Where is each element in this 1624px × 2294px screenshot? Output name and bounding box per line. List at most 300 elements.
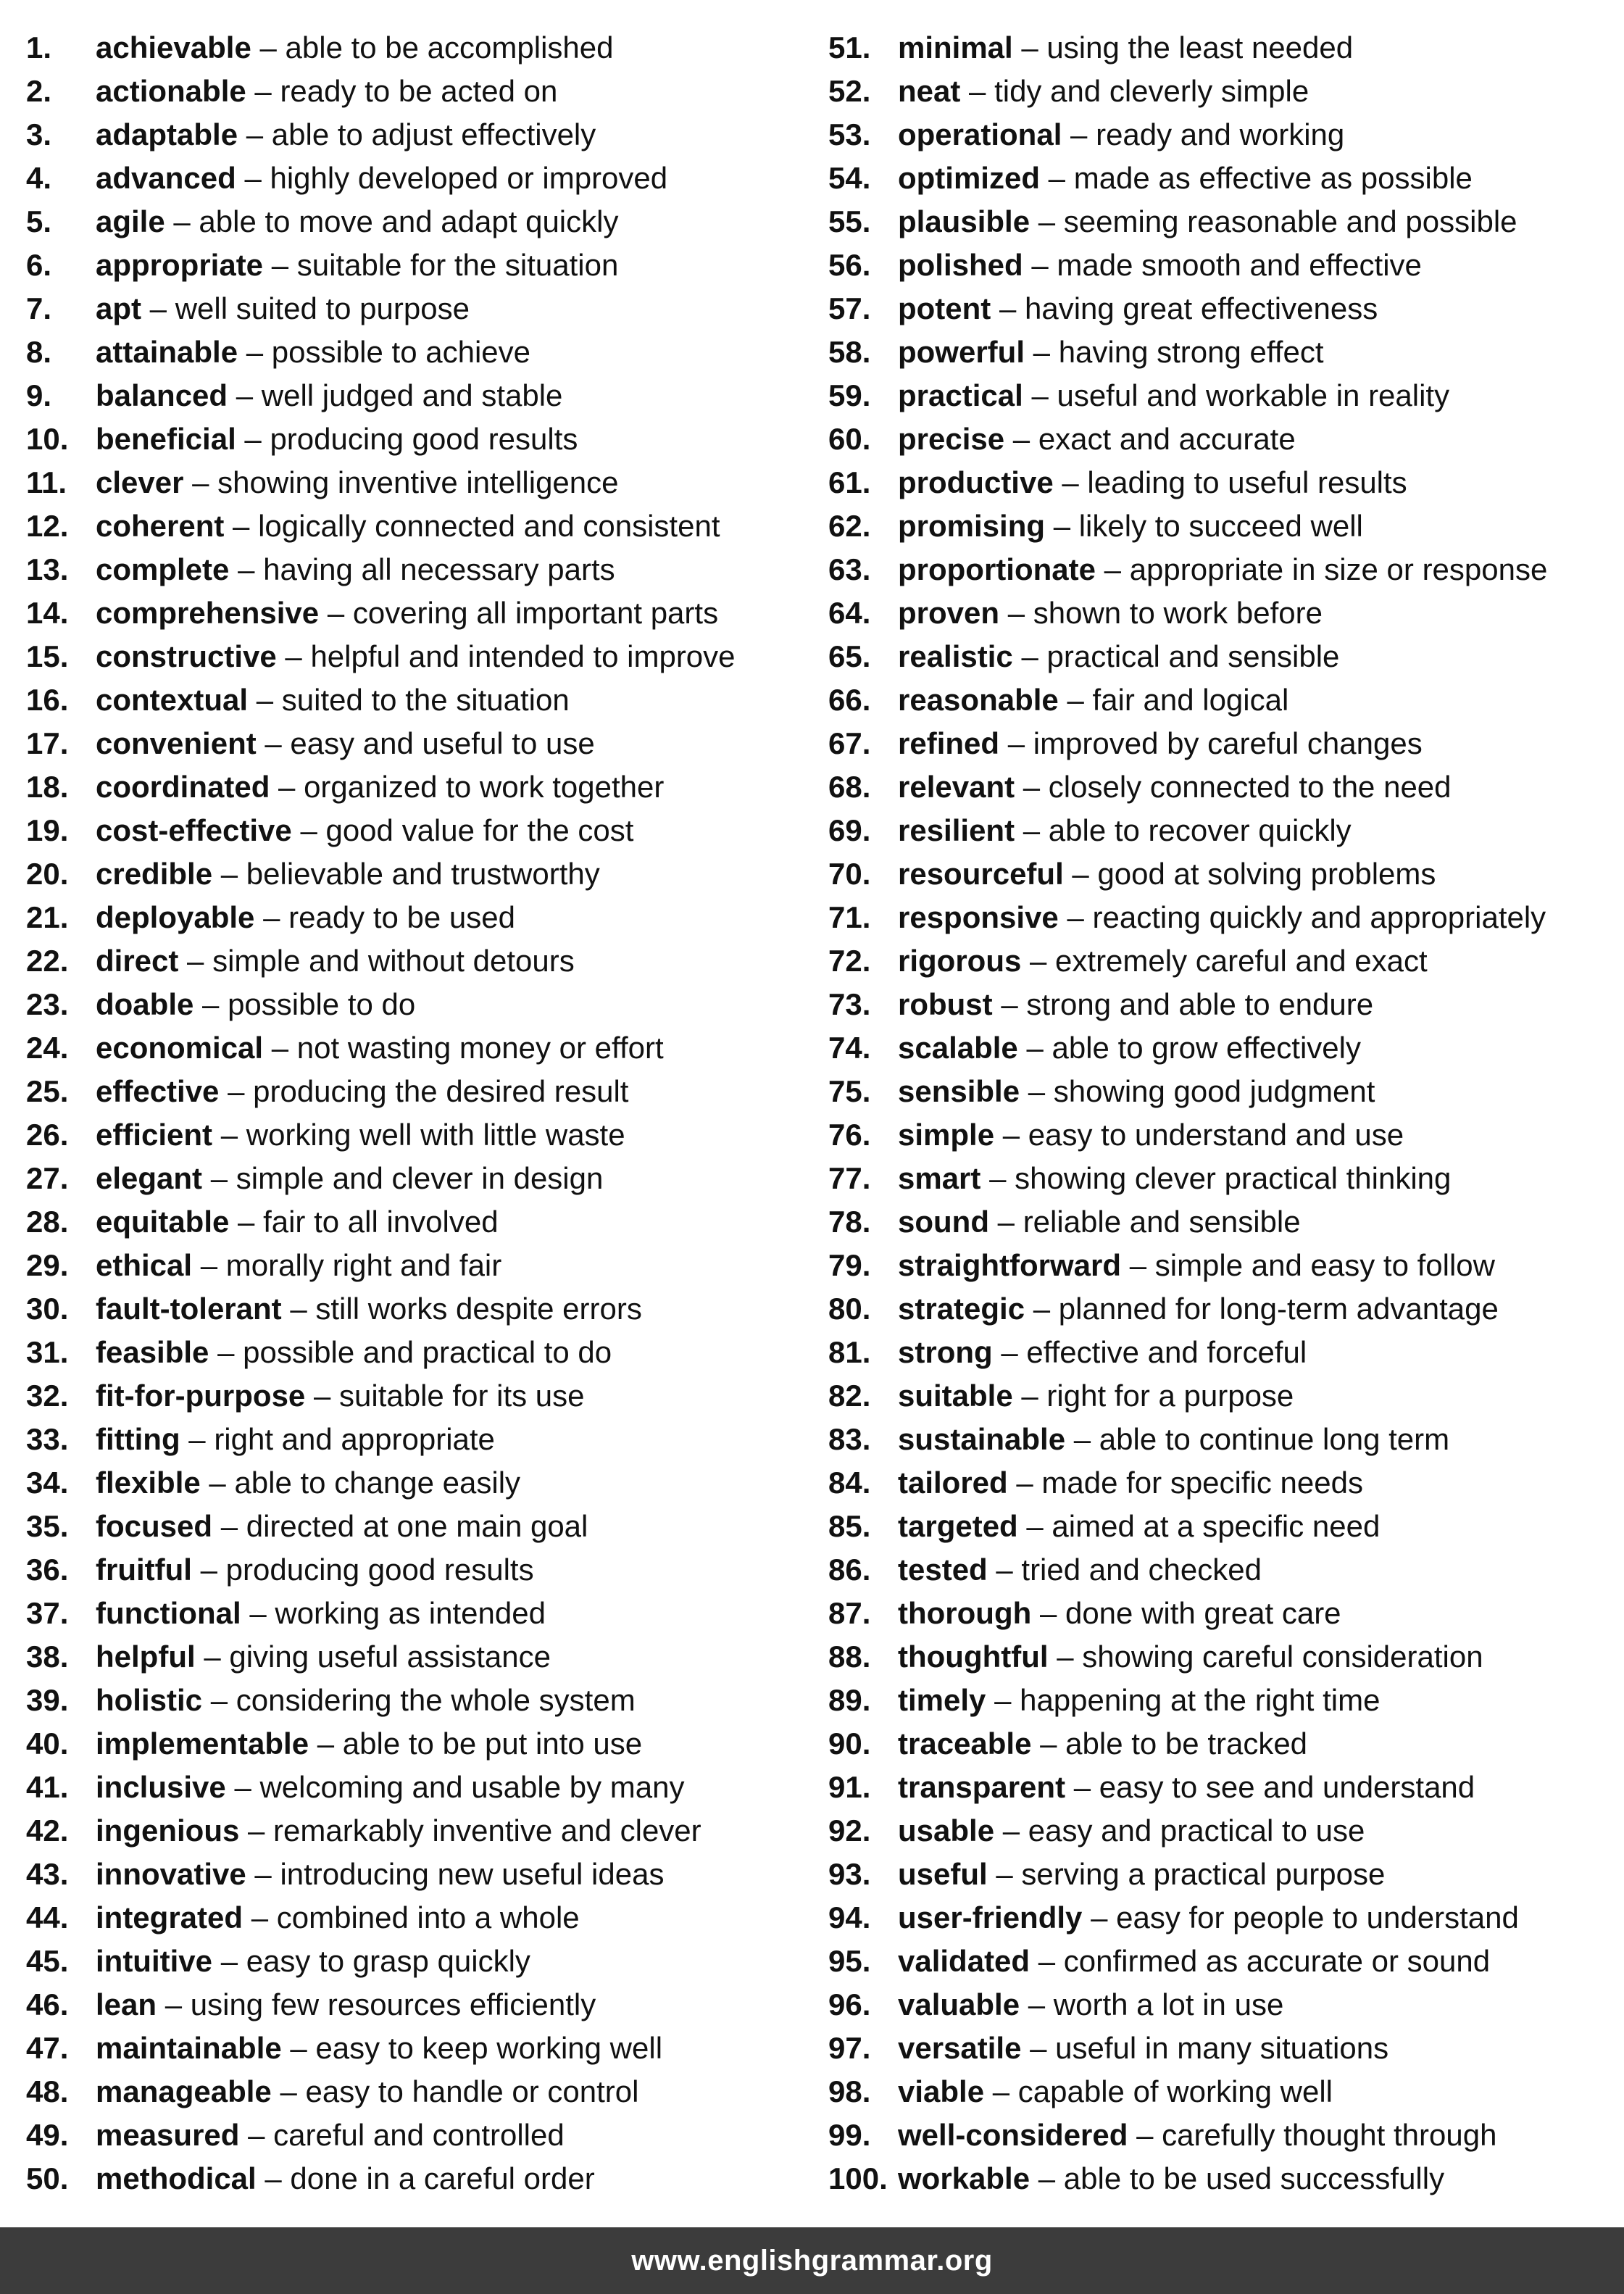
list-item [828, 1070, 1618, 1113]
item-definition: simple and without detours [212, 944, 575, 978]
word-list-column-right [828, 26, 1618, 2201]
item-word: precise [898, 422, 1005, 456]
item-word: intuitive [96, 1944, 213, 1978]
item-definition: believable and trustworthy [246, 857, 600, 891]
list-item [828, 1592, 1618, 1635]
item-separator: – [173, 204, 191, 238]
item-definition: fair to all involved [263, 1205, 499, 1239]
item-number: 53. [828, 117, 871, 151]
item-word: complete [96, 552, 230, 586]
item-definition: confirmed as accurate or sound [1063, 1944, 1491, 1978]
item-definition: tidy and cleverly simple [994, 74, 1309, 108]
item-definition: simple and clever in design [236, 1161, 604, 1195]
list-item [828, 1722, 1618, 1766]
item-definition: having great effectiveness [1025, 291, 1378, 325]
item-word: strong [898, 1335, 993, 1369]
item-number: 10. [26, 422, 69, 456]
item-word: feasible [96, 1335, 209, 1369]
item-separator: – [220, 1944, 238, 1978]
item-number: 77. [828, 1161, 871, 1195]
item-number: 46. [26, 1987, 69, 2021]
item-separator: – [248, 2118, 265, 2152]
item-separator: – [165, 1987, 183, 2021]
item-word: scalable [898, 1031, 1018, 1065]
list-item [26, 1374, 809, 1418]
item-separator: – [1067, 900, 1084, 934]
item-number: 96. [828, 1987, 871, 2021]
item-separator: – [251, 1900, 269, 1934]
list-item [26, 548, 809, 591]
item-word: cost-effective [96, 813, 292, 847]
item-word: fit-for-purpose [96, 1379, 306, 1413]
item-separator: – [1021, 30, 1038, 65]
item-number: 98. [828, 2074, 871, 2108]
item-word: comprehensive [96, 596, 320, 630]
item-number: 14. [26, 596, 69, 630]
item-definition: easy to keep working well [315, 2031, 663, 2065]
item-number: 47. [26, 2031, 69, 2065]
item-number: 17. [26, 726, 69, 760]
list-item [828, 635, 1618, 678]
item-number: 66. [828, 683, 871, 717]
item-definition: done with great care [1065, 1596, 1341, 1630]
item-word: responsive [898, 900, 1059, 934]
list-item [26, 70, 809, 113]
item-separator: – [246, 117, 264, 151]
item-definition: appropriate in size or response [1129, 552, 1548, 586]
item-word: lean [96, 1987, 157, 2021]
item-separator: – [313, 1379, 331, 1413]
item-word: credible [96, 857, 213, 891]
item-number: 33. [26, 1422, 69, 1456]
item-separator: – [220, 1509, 238, 1543]
list-item [26, 678, 809, 722]
item-separator: – [1026, 1031, 1044, 1065]
item-word: implementable [96, 1726, 309, 1761]
item-definition: having all necessary parts [263, 552, 615, 586]
item-separator: – [1038, 204, 1056, 238]
item-word: measured [96, 2118, 240, 2152]
item-word: proportionate [898, 552, 1096, 586]
list-item [828, 809, 1618, 852]
item-number: 74. [828, 1031, 871, 1065]
list-item [26, 852, 809, 896]
item-number: 50. [26, 2161, 69, 2195]
item-definition: easy to understand and use [1028, 1118, 1404, 1152]
item-word: contextual [96, 683, 249, 717]
item-definition: serving a practical purpose [1021, 1857, 1386, 1891]
item-word: practical [898, 378, 1023, 412]
item-separator: – [188, 1422, 206, 1456]
item-number: 22. [26, 944, 69, 978]
item-number: 13. [26, 552, 69, 586]
list-item [26, 1287, 809, 1331]
item-word: flexible [96, 1466, 201, 1500]
item-word: integrated [96, 1900, 243, 1934]
item-definition: right and appropriate [214, 1422, 495, 1456]
item-number: 82. [828, 1379, 871, 1413]
item-separator: – [999, 291, 1017, 325]
item-definition: remarkably inventive and clever [273, 1813, 701, 1848]
item-number: 27. [26, 1161, 69, 1195]
item-separator: – [234, 1770, 251, 1804]
item-number: 88. [828, 1640, 871, 1674]
item-number: 8. [26, 335, 52, 369]
item-number: 12. [26, 509, 69, 543]
item-number: 59. [828, 378, 871, 412]
item-number: 39. [26, 1683, 69, 1717]
item-word: achievable [96, 30, 251, 65]
item-word: fitting [96, 1422, 180, 1456]
item-definition: combined into a whole [276, 1900, 580, 1934]
item-number: 63. [828, 552, 871, 586]
item-separator: – [210, 1683, 228, 1717]
list-item [828, 26, 1618, 70]
list-item [828, 2027, 1618, 2070]
item-number: 7. [26, 291, 52, 325]
item-definition: good value for the cost [325, 813, 634, 847]
item-number: 97. [828, 2031, 871, 2065]
list-item [26, 417, 809, 461]
item-separator: – [236, 378, 254, 412]
footer-url[interactable]: www.englishgrammar.org [631, 2244, 993, 2277]
item-number: 51. [828, 30, 871, 65]
item-definition: easy to handle or control [305, 2074, 639, 2108]
item-number: 79. [828, 1248, 871, 1282]
list-item [26, 2027, 809, 2070]
item-definition: fair and logical [1092, 683, 1289, 717]
item-number: 20. [26, 857, 69, 891]
item-definition: exact and accurate [1038, 422, 1296, 456]
list-item [26, 1331, 809, 1374]
item-separator: – [1067, 683, 1084, 717]
item-separator: – [254, 1857, 272, 1891]
item-separator: – [1104, 552, 1122, 586]
list-item [26, 1070, 809, 1113]
item-number: 73. [828, 987, 871, 1021]
item-separator: – [149, 291, 167, 325]
item-definition: worth a lot in use [1053, 1987, 1284, 2021]
item-definition: made smooth and effective [1057, 248, 1422, 282]
list-item [828, 1940, 1618, 1983]
item-definition: easy and useful to use [290, 726, 595, 760]
item-separator: – [244, 422, 262, 456]
item-word: methodical [96, 2161, 257, 2195]
list-item [828, 983, 1618, 1026]
list-item [828, 939, 1618, 983]
item-word: neat [898, 74, 961, 108]
item-separator: – [969, 74, 986, 108]
item-word: timely [898, 1683, 986, 1717]
item-word: attainable [96, 335, 238, 369]
item-word: ethical [96, 1248, 193, 1282]
list-item [828, 244, 1618, 287]
item-definition: able to be accomplished [285, 30, 614, 65]
item-word: deployable [96, 900, 255, 934]
item-separator: – [992, 2074, 1010, 2108]
item-number: 55. [828, 204, 871, 238]
item-separator: – [1038, 2161, 1056, 2195]
list-item [26, 200, 809, 244]
item-definition: shown to work before [1033, 596, 1323, 630]
item-number: 48. [26, 2074, 69, 2108]
item-number: 60. [828, 422, 871, 456]
item-separator: – [238, 552, 255, 586]
list-item [26, 1983, 809, 2027]
list-item [26, 635, 809, 678]
item-separator: – [204, 1640, 221, 1674]
item-number: 57. [828, 291, 871, 325]
item-separator: – [1023, 770, 1041, 804]
item-number: 4. [26, 161, 52, 195]
item-number: 64. [828, 596, 871, 630]
item-word: appropriate [96, 248, 264, 282]
item-number: 89. [828, 1683, 871, 1717]
item-separator: – [209, 1466, 226, 1500]
item-separator: – [1073, 1422, 1091, 1456]
item-definition: well judged and stable [261, 378, 563, 412]
item-word: fault-tolerant [96, 1292, 282, 1326]
item-separator: – [285, 639, 302, 673]
item-definition: useful in many situations [1055, 2031, 1389, 2065]
item-separator: – [280, 2074, 297, 2108]
list-item [26, 26, 809, 70]
list-item [828, 417, 1618, 461]
item-word: validated [898, 1944, 1030, 1978]
item-definition: using the least needed [1046, 30, 1354, 65]
item-number: 81. [828, 1335, 871, 1369]
item-separator: – [248, 1813, 265, 1848]
item-number: 18. [26, 770, 69, 804]
item-word: polished [898, 248, 1023, 282]
item-number: 49. [26, 2118, 69, 2152]
list-item [828, 331, 1618, 374]
item-definition: producing good results [270, 422, 578, 456]
item-word: proven [898, 596, 1000, 630]
item-separator: – [200, 1553, 217, 1587]
item-number: 9. [26, 378, 52, 412]
item-number: 70. [828, 857, 871, 891]
item-definition: helpful and intended to improve [310, 639, 736, 673]
item-definition: aimed at a specific need [1052, 1509, 1381, 1543]
item-number: 31. [26, 1335, 69, 1369]
item-separator: – [996, 1857, 1013, 1891]
item-word: tailored [898, 1466, 1008, 1500]
item-number: 28. [26, 1205, 69, 1239]
item-word: simple [898, 1118, 995, 1152]
item-separator: – [1033, 335, 1051, 369]
item-word: reasonable [898, 683, 1059, 717]
list-item [26, 591, 809, 635]
item-definition: made as effective as possible [1073, 161, 1473, 195]
list-item [26, 765, 809, 809]
item-word: versatile [898, 2031, 1022, 2065]
list-item [26, 1244, 809, 1287]
item-number: 43. [26, 1857, 69, 1891]
item-number: 21. [26, 900, 69, 934]
list-item [828, 461, 1618, 504]
item-word: adaptable [96, 117, 238, 151]
item-word: helpful [96, 1640, 196, 1674]
item-separator: – [1001, 1335, 1018, 1369]
item-word: plausible [898, 204, 1030, 238]
item-number: 36. [26, 1553, 69, 1587]
item-number: 92. [828, 1813, 871, 1848]
item-word: targeted [898, 1509, 1018, 1543]
item-number: 30. [26, 1292, 69, 1326]
list-item [26, 2114, 809, 2157]
item-word: well-considered [898, 2118, 1128, 2152]
item-word: rigorous [898, 944, 1022, 978]
item-separator: – [1007, 596, 1025, 630]
item-definition: planned for long-term advantage [1058, 1292, 1499, 1326]
list-item [828, 1505, 1618, 1548]
list-item [828, 1635, 1618, 1679]
item-number: 23. [26, 987, 69, 1021]
item-definition: careful and controlled [273, 2118, 565, 2152]
item-definition: useful and workable in reality [1057, 378, 1450, 412]
item-word: clever [96, 465, 184, 499]
item-word: thorough [898, 1596, 1032, 1630]
item-word: ingenious [96, 1813, 240, 1848]
item-definition: showing good judgment [1053, 1074, 1375, 1108]
item-definition: suited to the situation [281, 683, 570, 717]
list-item [26, 1896, 809, 1940]
item-word: sustainable [898, 1422, 1066, 1456]
item-definition: able to recover quickly [1048, 813, 1352, 847]
item-definition: possible and practical to do [243, 1335, 612, 1369]
list-item [26, 2070, 809, 2114]
item-separator: – [233, 509, 250, 543]
list-item [26, 1026, 809, 1070]
item-definition: showing inventive intelligence [217, 465, 619, 499]
list-item [828, 591, 1618, 635]
item-word: powerful [898, 335, 1025, 369]
list-item [26, 1809, 809, 1853]
item-word: promising [898, 509, 1046, 543]
item-definition: still works despite errors [315, 1292, 642, 1326]
item-word: user-friendly [898, 1900, 1083, 1934]
list-item [828, 1200, 1618, 1244]
item-separator: – [1016, 1466, 1033, 1500]
item-number: 87. [828, 1596, 871, 1630]
item-word: maintainable [96, 2031, 282, 2065]
item-number: 32. [26, 1379, 69, 1413]
item-separator: – [996, 1553, 1013, 1587]
list-item [828, 2157, 1618, 2201]
item-word: economical [96, 1031, 264, 1065]
item-word: relevant [898, 770, 1015, 804]
item-word: constructive [96, 639, 277, 673]
list-item [26, 461, 809, 504]
word-list [0, 26, 1624, 2201]
item-number: 76. [828, 1118, 871, 1152]
item-separator: – [1002, 1118, 1020, 1152]
item-word: minimal [898, 30, 1013, 65]
list-item [26, 1766, 809, 1809]
item-separator: – [1028, 1987, 1046, 2021]
item-word: equitable [96, 1205, 230, 1239]
item-separator: – [1039, 1596, 1057, 1630]
list-item [828, 113, 1618, 157]
item-number: 6. [26, 248, 52, 282]
list-item [828, 157, 1618, 200]
item-word: advanced [96, 161, 236, 195]
item-separator: – [1062, 465, 1079, 499]
item-number: 83. [828, 1422, 871, 1456]
item-separator: – [1038, 1944, 1056, 1978]
item-definition: possible to do [228, 987, 416, 1021]
item-separator: – [1031, 248, 1049, 282]
item-number: 58. [828, 335, 871, 369]
list-item [828, 70, 1618, 113]
item-word: convenient [96, 726, 257, 760]
item-word: workable [898, 2161, 1030, 2195]
item-separator: – [271, 1031, 289, 1065]
item-separator: – [263, 900, 280, 934]
list-item [828, 1418, 1618, 1461]
item-number: 99. [828, 2118, 871, 2152]
item-definition: producing the desired result [253, 1074, 629, 1108]
item-number: 91. [828, 1770, 871, 1804]
item-definition: carefully thought through [1162, 2118, 1497, 2152]
item-number: 56. [828, 248, 871, 282]
item-number: 67. [828, 726, 871, 760]
item-definition: happening at the right time [1020, 1683, 1381, 1717]
item-word: resilient [898, 813, 1015, 847]
item-separator: – [1048, 161, 1066, 195]
list-item [828, 1461, 1618, 1505]
list-item [26, 939, 809, 983]
list-item [26, 1592, 809, 1635]
item-number: 26. [26, 1118, 69, 1152]
list-item [828, 1157, 1618, 1200]
item-number: 93. [828, 1857, 871, 1891]
item-definition: showing clever practical thinking [1015, 1161, 1452, 1195]
item-definition: easy to see and understand [1099, 1770, 1475, 1804]
list-item [828, 504, 1618, 548]
list-item [828, 765, 1618, 809]
item-word: realistic [898, 639, 1013, 673]
item-word: doable [96, 987, 194, 1021]
list-item [828, 1331, 1618, 1374]
item-word: smart [898, 1161, 981, 1195]
item-number: 34. [26, 1466, 69, 1500]
item-separator: – [1053, 509, 1071, 543]
item-definition: ready and working [1096, 117, 1345, 151]
item-word: productive [898, 465, 1054, 499]
item-number: 19. [26, 813, 69, 847]
item-word: tested [898, 1553, 988, 1587]
list-item [828, 200, 1618, 244]
item-definition: able to continue long term [1099, 1422, 1450, 1456]
item-word: coherent [96, 509, 225, 543]
item-word: actionable [96, 74, 246, 108]
list-item [828, 1113, 1618, 1157]
list-item [26, 1940, 809, 1983]
item-number: 100. [828, 2161, 888, 2195]
list-item [828, 2114, 1618, 2157]
list-item [26, 331, 809, 374]
item-definition: able to change easily [234, 1466, 521, 1500]
item-separator: – [192, 465, 209, 499]
item-definition: having strong effect [1058, 335, 1324, 369]
item-separator: – [1091, 1900, 1108, 1934]
item-separator: – [1007, 726, 1025, 760]
item-separator: – [244, 161, 262, 195]
item-definition: done in a careful order [290, 2161, 595, 2195]
item-separator: – [220, 857, 238, 891]
